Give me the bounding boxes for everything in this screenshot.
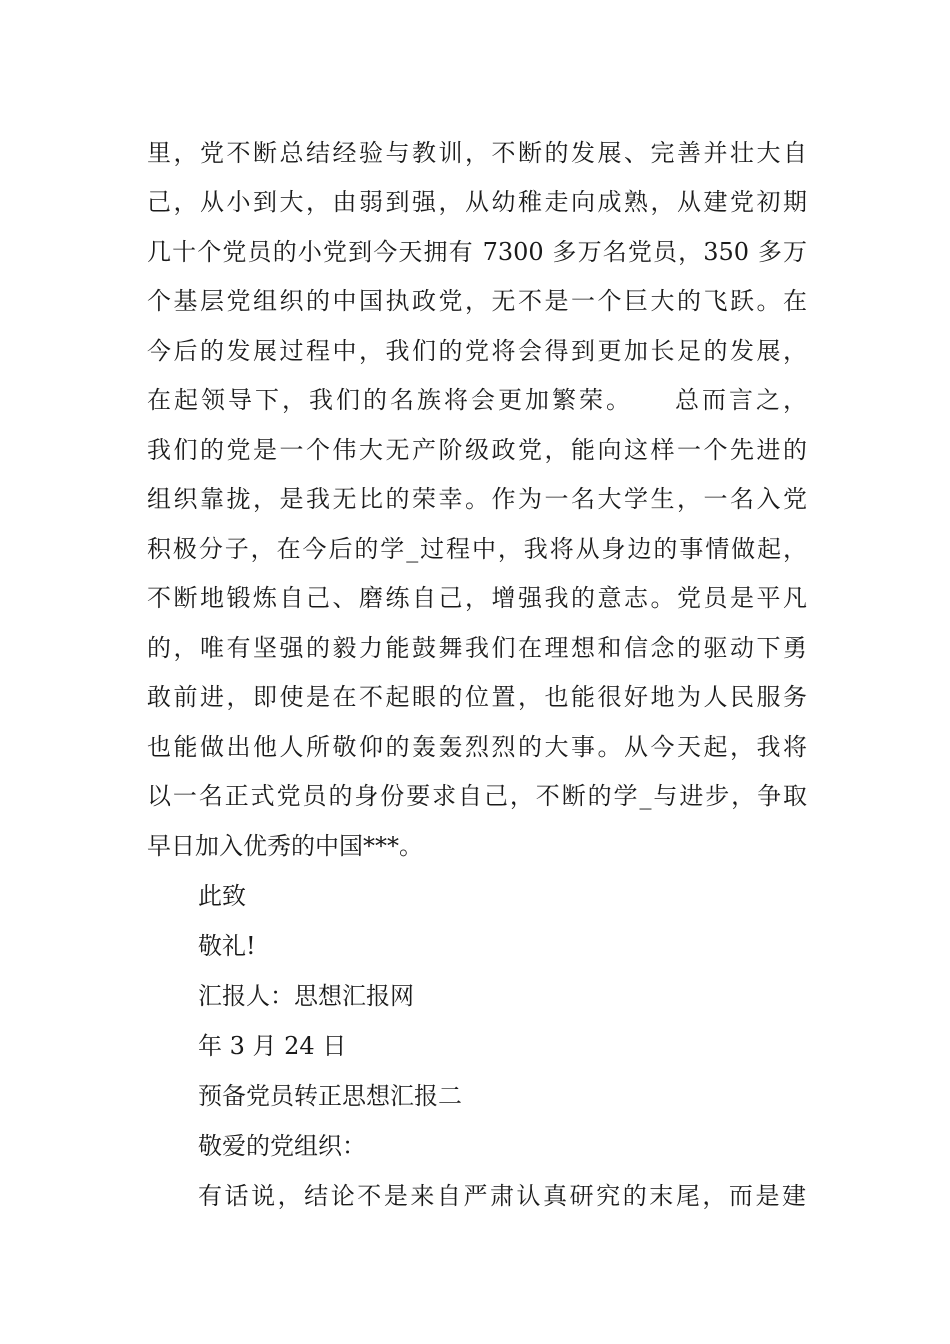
section-greeting: 敬爱的党组织： [198,1132,366,1160]
body-line: 早日加入优秀的中国***。 [147,832,423,860]
reporter-signature: 汇报人：思想汇报网 [198,982,414,1010]
body-line: 组织靠拢，是我无比的荣幸。作为一名大学生，一名入党 [147,485,807,513]
body-line: 里，党不断总结经验与教训，不断的发展、完善并壮大自 [147,139,807,167]
body-line: 个基层党组织的中国执政党，无不是一个巨大的飞跃。在 [147,287,807,315]
body-line: 积极分子，在今后的学_过程中，我将从身边的事情做起， [147,535,807,563]
body-line: 几十个党员的小党到今天拥有 7300 多万名党员，350 多万 [147,238,807,266]
body-line: 在起领导下，我们的名族将会更加繁荣。 总而言之， [147,386,807,414]
body-line: 不断地锻炼自己、磨练自己，增强我的意志。党员是平凡 [147,584,807,612]
closing-respect: 敬礼! [198,932,256,960]
closing-salutation: 此致 [198,882,246,910]
body-line: 敢前进，即使是在不起眼的位置，也能很好地为人民服务 [147,683,807,711]
body-line: 己，从小到大，由弱到强，从幼稚走向成熟，从建党初期 [147,188,807,216]
body-line: 的，唯有坚强的毅力能鼓舞我们在理想和信念的驱动下勇 [147,634,807,662]
section-first-line: 有话说，结论不是来自严肃认真研究的末尾，而是建 [198,1182,806,1210]
body-line: 我们的党是一个伟大无产阶级政党，能向这样一个先进的 [147,436,807,464]
body-line: 以一名正式党员的身份要求自己，不断的学_与进步，争取 [147,782,807,810]
report-date: 年 3 月 24 日 [198,1032,347,1060]
body-line: 今后的发展过程中，我们的党将会得到更加长足的发展， [147,337,807,365]
section-title: 预备党员转正思想汇报二 [198,1082,462,1110]
body-line: 也能做出他人所敬仰的轰轰烈烈的大事。从今天起，我将 [147,733,807,761]
